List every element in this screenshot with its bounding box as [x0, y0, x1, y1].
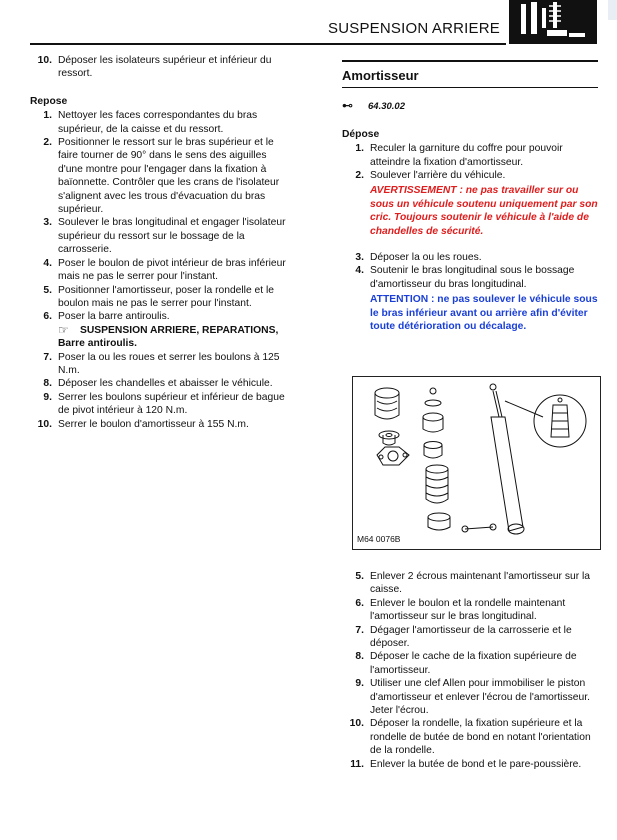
- list-item: [30, 257, 292, 284]
- right-column: [342, 60, 598, 334]
- depose-heading: Dépose: [342, 128, 380, 140]
- operation-reference: [342, 100, 598, 113]
- step-number: 10.: [37, 418, 52, 430]
- list-item: [30, 284, 292, 311]
- step-text: Soulever le bras longitudinal et engager l'isolateur supérieur du ressort sur le bossage de la carrosserie.: [58, 217, 286, 256]
- attention-text: ATTENTION : ne pas soulever le véhicule sous le bras inférieur avant ou arrière afin d'éviter toute détérioration ou décalage.: [370, 294, 598, 333]
- page-header-title: SUSPENSION ARRIERE: [328, 20, 500, 37]
- list-item: [30, 391, 292, 418]
- repose-steps: [30, 109, 292, 324]
- list-item: [342, 650, 598, 677]
- list-item: [30, 109, 292, 136]
- list-item: [342, 717, 598, 757]
- lower-steps-block: [342, 570, 598, 771]
- list-item: [342, 264, 598, 291]
- section-title: Amortisseur: [342, 68, 419, 83]
- suspension-section-icon: [509, 0, 597, 44]
- step-number: 1.: [43, 110, 52, 122]
- step-number: 1.: [355, 143, 364, 155]
- list-item: [342, 251, 598, 264]
- list-item: [342, 570, 598, 597]
- step-text: Serrer les boulons supérieur et inférieur de bague de pivot intérieur à 120 N.m.: [58, 391, 285, 417]
- step-text: Déposer le cache de la fixation supérieure de l'amortisseur.: [370, 651, 577, 676]
- step-text: Reculer la garniture du coffre pour pouvoir atteindre la fixation d'amortisseur.: [370, 143, 563, 168]
- depose-steps: [342, 142, 598, 182]
- section-rule-bottom: [342, 87, 598, 88]
- step-text: Poser la barre antiroulis.: [58, 311, 170, 323]
- step-number: 4.: [355, 265, 364, 277]
- step-text: Déposer les chandelles et abaisser le véhicule.: [58, 378, 273, 390]
- step-number: 7.: [43, 351, 52, 363]
- step-number: 4.: [43, 257, 52, 269]
- list-item: [342, 758, 598, 771]
- step-number: 8.: [355, 651, 364, 663]
- step-text: Enlever le boulon et la rondelle maintenant l'amortisseur sur le bras longitudinal.: [370, 597, 566, 623]
- list-item: [342, 677, 598, 717]
- step-text: Soutenir le bras longitudinal sous le bossage d'amortisseur du bras longitudinal.: [370, 265, 575, 290]
- depose-steps-3: [342, 570, 598, 771]
- step-number: 3.: [43, 217, 52, 229]
- list-item: [30, 54, 292, 81]
- step-text: Serrer le boulon d'amortisseur à 155 N.m.: [58, 418, 249, 430]
- corner-tab: [608, 0, 617, 20]
- list-item: [30, 418, 292, 431]
- list-item: [342, 624, 598, 651]
- step-number: 3.: [355, 252, 364, 264]
- cross-reference-text: SUSPENSION ARRIERE, REPARATIONS, Barre antiroulis.: [58, 324, 279, 350]
- step-text: Enlever la butée de bond et le pare-poussière.: [370, 758, 582, 770]
- step-number: 9.: [355, 678, 364, 690]
- step-number: 5.: [355, 571, 364, 582]
- step-text: Déposer la ou les roues.: [370, 252, 482, 264]
- warning-text: AVERTISSEMENT : ne pas travailler sur ou sous un véhicule soutenu uniquement par son cric. Toujours soutenir le véhicule à l'aide de chandelles de sécurité.: [370, 185, 598, 237]
- step-text: Utiliser une clef Allen pour immobiliser le piston d'amortisseur et enlever l'écrou de l'amortisseur. Jeter l'écrou.: [370, 678, 590, 717]
- step-text: Nettoyer les faces correspondantes du bras supérieur, de la caisse et du ressort.: [58, 110, 258, 135]
- operation-code: 64.30.02: [368, 101, 405, 113]
- depose-steps-2: [342, 251, 598, 291]
- removal-steps-continued: [30, 54, 292, 81]
- repose-steps-continued: [30, 351, 292, 431]
- step-text: Enlever 2 écrous maintenant l'amortisseur sur la caisse.: [370, 571, 591, 596]
- step-number: 2.: [43, 137, 52, 149]
- step-text: Positionner l'amortisseur, poser la rondelle et le boulon mais ne pas le serrer pour l'instant.: [58, 284, 275, 309]
- header-rule: [30, 43, 506, 45]
- step-text: Poser le boulon de pivot intérieur de bras inférieur mais ne pas le serrer pour l'instant.: [58, 257, 286, 283]
- step-text: Poser la ou les roues et serrer les boulons à 125 N.m.: [58, 351, 280, 376]
- cross-reference: [30, 324, 292, 351]
- step-number: 2.: [355, 170, 364, 182]
- step-text: Positionner le ressort sur le bras supérieur et le faire tourner de 90° dans le sens des aiguilles d'une montre pour l'engager dans la fixation à baïonnette. Contrôler que les crans de l'isolateur s'alignent avec les trous d'évacuation du bras supérieur.: [58, 137, 280, 216]
- step-number: 11.: [350, 758, 364, 770]
- step-text: Soulever l'arrière du véhicule.: [370, 170, 506, 182]
- list-item: [30, 310, 292, 323]
- step-number: 10.: [349, 718, 364, 730]
- step-number: 8.: [43, 378, 52, 390]
- list-item: [342, 169, 598, 182]
- step-number: 5.: [43, 284, 52, 296]
- step-text: Dégager l'amortisseur de la carrosserie et le déposer.: [370, 624, 572, 650]
- pointing-hand-icon: ☞: [58, 322, 69, 337]
- step-text: Déposer la rondelle, la fixation supérieure et la rondelle de butée de bond en notant l'orientation de la rondelle.: [370, 718, 591, 757]
- step-number: 9.: [43, 391, 52, 403]
- left-column: [30, 54, 292, 431]
- step-text: Déposer les isolateurs supérieur et inférieur du ressort.: [58, 55, 272, 80]
- step-number: 6.: [43, 311, 52, 323]
- list-item: [30, 136, 292, 216]
- list-item: [30, 216, 292, 256]
- step-number: 10.: [37, 55, 52, 66]
- list-item: [342, 597, 598, 624]
- step-number: 7.: [355, 624, 364, 636]
- repose-heading: Repose: [30, 95, 68, 107]
- wrench-icon: ⊷: [342, 100, 353, 113]
- shock-absorber-exploded-diagram: [352, 376, 601, 550]
- figure-code: M64 0076B: [357, 533, 401, 544]
- list-item: [342, 142, 598, 169]
- list-item: [30, 377, 292, 390]
- list-item: [30, 351, 292, 378]
- step-number: 6.: [355, 597, 364, 609]
